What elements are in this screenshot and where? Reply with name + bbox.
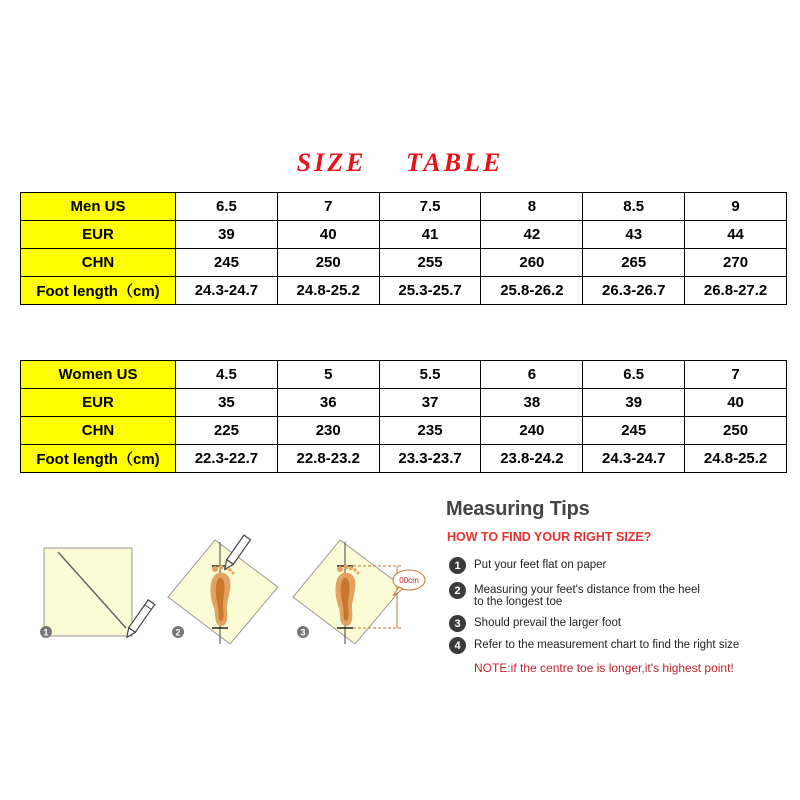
step-3-illustration: [285, 532, 435, 652]
table-cell: 7: [277, 193, 379, 221]
table-cell: 40: [277, 221, 379, 249]
table-cell: 250: [277, 249, 379, 277]
step-1-illustration: [36, 540, 166, 650]
tip-note: NOTE:if the centre toe is longer,it's highest point!: [474, 661, 734, 675]
table-cell: 42: [481, 221, 583, 249]
table-cell: 240: [481, 417, 583, 445]
measurement-label: 00cm: [399, 576, 419, 585]
table-cell: 22.3-22.7: [176, 445, 278, 473]
table-cell: 39: [583, 389, 685, 417]
size-table-title: SIZE TABLE: [296, 148, 504, 177]
table-cell: 23.3-23.7: [379, 445, 481, 473]
row-header: EUR: [21, 221, 176, 249]
row-header: Foot length（cm): [21, 277, 176, 305]
step-2-badge: 2: [175, 627, 181, 638]
men-size-table: [20, 192, 787, 305]
row-header: Women US: [21, 361, 176, 389]
table-row: [21, 361, 787, 389]
measuring-tips-subheading: HOW TO FIND YOUR RIGHT SIZE?: [447, 530, 652, 544]
table-cell: 245: [583, 417, 685, 445]
table-cell: 24.8-25.2: [685, 445, 787, 473]
table-cell: 250: [685, 417, 787, 445]
tip-text: Refer to the measurement chart to find the right size: [474, 639, 740, 651]
step-number-badge: 4: [449, 637, 466, 654]
table-cell: 38: [481, 389, 583, 417]
row-header: Men US: [21, 193, 176, 221]
table-cell: 7: [685, 361, 787, 389]
table-cell: 39: [176, 221, 278, 249]
table-cell: 5: [277, 361, 379, 389]
table-cell: 6.5: [176, 193, 278, 221]
table-cell: 24.3-24.7: [176, 277, 278, 305]
row-header: Foot length（cm): [21, 445, 176, 473]
table-cell: 25.3-25.7: [379, 277, 481, 305]
table-cell: 22.8-23.2: [277, 445, 379, 473]
table-cell: 24.3-24.7: [583, 445, 685, 473]
table-cell: 225: [176, 417, 278, 445]
table-row: [21, 193, 787, 221]
table-cell: 260: [481, 249, 583, 277]
tip-text: Should prevail the larger foot: [474, 617, 622, 629]
table-cell: 35: [176, 389, 278, 417]
table-cell: 23.8-24.2: [481, 445, 583, 473]
table-cell: 36: [277, 389, 379, 417]
step-number-badge: 3: [449, 615, 466, 632]
tip-item: [449, 582, 700, 608]
table-row: [21, 389, 787, 417]
table-cell: 43: [583, 221, 685, 249]
step-number-badge: 1: [449, 557, 466, 574]
table-cell: 9: [685, 193, 787, 221]
tip-item: [449, 637, 739, 654]
table-cell: 7.5: [379, 193, 481, 221]
table-cell: 40: [685, 389, 787, 417]
table-cell: 8.5: [583, 193, 685, 221]
women-size-table: [20, 360, 787, 473]
table-row: [21, 445, 787, 473]
step-number-badge: 2: [449, 582, 466, 599]
table-cell: 230: [277, 417, 379, 445]
table-cell: 235: [379, 417, 481, 445]
row-header: CHN: [21, 417, 176, 445]
table-cell: 265: [583, 249, 685, 277]
tip-item: [449, 615, 621, 632]
table-cell: 4.5: [176, 361, 278, 389]
table-row: [21, 277, 787, 305]
table-cell: 44: [685, 221, 787, 249]
table-cell: 26.8-27.2: [685, 277, 787, 305]
tip-text-line: Measuring your feet's distance from the heel: [474, 584, 700, 596]
tip-text: [474, 582, 700, 608]
step-3-badge: 3: [300, 627, 306, 638]
row-header: EUR: [21, 389, 176, 417]
table-cell: 6.5: [583, 361, 685, 389]
table-cell: 26.3-26.7: [583, 277, 685, 305]
step-2-illustration: [160, 532, 290, 652]
table-row: [21, 417, 787, 445]
row-header: CHN: [21, 249, 176, 277]
table-cell: 255: [379, 249, 481, 277]
tip-text: Put your feet flat on paper: [474, 559, 607, 571]
table-row: [21, 221, 787, 249]
step-1-badge: 1: [43, 627, 49, 638]
tip-item: [449, 557, 606, 574]
table-cell: 24.8-25.2: [277, 277, 379, 305]
table-cell: 41: [379, 221, 481, 249]
tip-text-line: to the longest toe: [474, 596, 563, 608]
table-cell: 25.8-26.2: [481, 277, 583, 305]
table-cell: 6: [481, 361, 583, 389]
table-cell: 270: [685, 249, 787, 277]
table-cell: 5.5: [379, 361, 481, 389]
table-cell: 245: [176, 249, 278, 277]
table-cell: 8: [481, 193, 583, 221]
table-cell: 37: [379, 389, 481, 417]
measuring-tips-heading: Measuring Tips: [446, 498, 590, 520]
table-row: [21, 249, 787, 277]
